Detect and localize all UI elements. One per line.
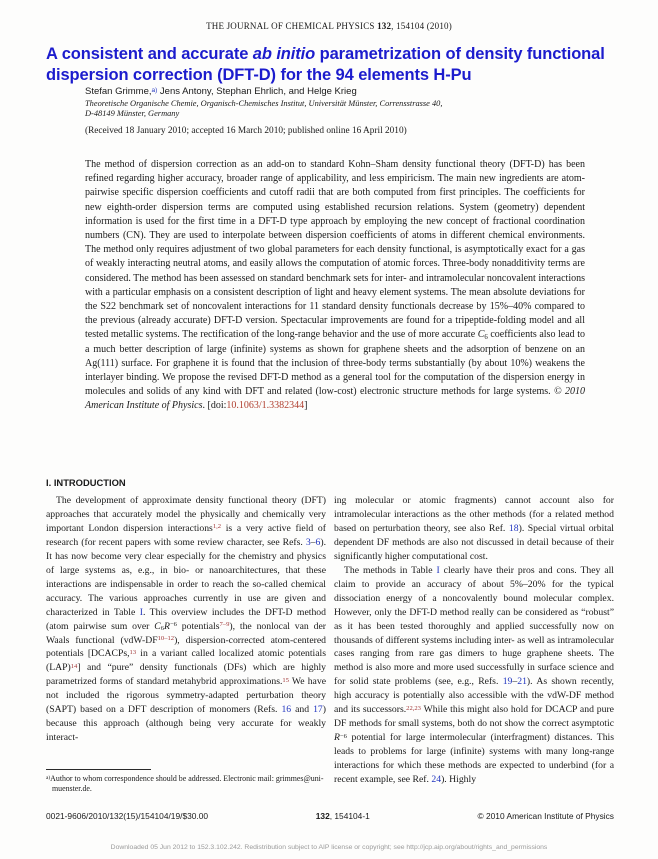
column-left <box>46 494 326 745</box>
table-link[interactable]: I <box>436 564 440 576</box>
citation-link[interactable]: 21 <box>517 676 527 688</box>
text-run: ing molecular or atomic fragments) cannot account also for intramolecular interactions as the other methods (for a related method based on perturbation theory, see also Ref. <box>334 495 614 534</box>
text-run: ab initio <box>252 45 316 63</box>
section-heading-introduction: I. INTRODUCTION <box>46 477 126 488</box>
text-run: The methods in Table <box>344 564 437 576</box>
text-run: coefficients also lead to a much better description of large (infinite) systems as shown for graphene sheets and the adsorption of benzene on an Ag(111) surface. For graphene it is found that the inclusion of three-body terms substantially (by about 10%) weakens the interlayer binding. We propose the revised DFT-D method as a general tool for the computation of the dispersion energy in molecules and solids of any kind with DFT and related (low-cost) electronic structure methods for large systems. <box>85 329 585 398</box>
citation-link[interactable]: 16 <box>281 704 292 716</box>
footer-copyright: © 2010 American Institute of Physics <box>477 811 614 821</box>
text-run: While this might also hold for DCACP and pure DF methods for small systems, both do not show the correct asymptotic <box>334 704 614 730</box>
text-run: , 154104-1 <box>329 811 370 821</box>
author-footnote-link[interactable]: a) <box>151 86 158 94</box>
table-link[interactable]: I <box>139 606 143 618</box>
text-run: potentials <box>176 620 220 632</box>
text-run: We have not included the rigorous symmetry-adapted perturbation theory (SAPT) based on a DFT description of monomers (Refs. <box>46 676 327 716</box>
citation-link[interactable]: 10–12 <box>157 635 175 643</box>
received-line: (Received 18 January 2010; accepted 16 March 2010; published online 16 April 2010) <box>85 126 407 136</box>
text-run: The method of dispersion correction as an add-on to standard Kohn–Sham density functional theory (DFT-D) has been refined regarding higher accuracy, broader range of applicability, and less empiricism. The main new ingredients are atom-pairwise specific dispersion coefficients and cutoff radii that are both computed from first principles. The coefficients for new eighth-order dispersion terms are computed using established recursion relations. System (geometry) dependent information is used for the first time in a DFT-D type approach by employing the new concept of fractional coordination numbers (CN). They are used to interpolate between dispersion coefficients of atoms in different chemical environments. The method only requires adjustment of two global parameters for each density functional, is asymptotically exact for a gas of weakly interacting neutral atoms, and easily allows the computation of atomic forces. Three-body nonadditivity terms are considered. The method has been assessed on standard benchmark sets for inter- and intramolecular noncovalent interactions with a particular emphasis on a consistent description of light and heavy element systems. The mean absolute deviations for the S22 benchmark set of noncovalent interactions for 11 standard density functionals decrease by 15%–40% compared to the previous (already accurate) DFT-D version. Spectacular improvements are found for a tripeptide-folding model and all tested metallic systems. The rectification of the long-range behavior and the use of more accurate <box>85 159 585 341</box>
intro-paragraph-2 <box>334 564 614 787</box>
citation-link[interactable]: 24 <box>431 774 442 786</box>
text-run: ), dispersion-corrected atom-centered potentials [DCACPs, <box>46 634 326 660</box>
text-run: , 154104 (2010) <box>391 21 452 31</box>
text-run: −6 <box>169 621 177 629</box>
journal-header <box>0 21 658 31</box>
citation-link[interactable]: 18 <box>508 522 519 534</box>
citation-link[interactable]: 1,2 <box>212 523 222 531</box>
text-run: ) because this approach (although being very accurate for weakly interact- <box>46 704 326 744</box>
text-run: 6 <box>160 625 165 633</box>
text-run: R <box>334 732 340 744</box>
email-link[interactable]: grimmes@uni-muenster.de. <box>52 774 324 793</box>
text-run: ). Highly <box>441 774 477 786</box>
citation-link[interactable]: 15 <box>282 676 289 684</box>
footnote-separator <box>46 769 151 770</box>
text-run: ] <box>304 400 308 412</box>
text-run: a) <box>46 774 51 781</box>
text-run: ] and “pure” density functionals (DFs) which are highly parametrized forms of standard metahybrid approximations. <box>46 662 326 688</box>
text-run: Jens Antony, Stephan Ehrlich, and Helge Krieg <box>157 86 357 97</box>
text-run: THE JOURNAL OF CHEMICAL PHYSICS <box>206 21 378 31</box>
citation-link[interactable]: 13 <box>129 648 137 656</box>
column-right <box>334 494 614 787</box>
text-run: 132 <box>315 811 330 821</box>
text-run: potential for large intermolecular (interfragment) distances. This leads to problems for large (infinite) systems with many long-range interactions for which these methods are expected to underbind (for a recent example, see Ref. <box>334 732 614 786</box>
text-run: – <box>512 676 518 688</box>
page-footer <box>46 811 614 821</box>
text-run: is a very active field of research (for recent papers with some review character, see Refs. <box>46 522 326 548</box>
affiliation-line-1: Theoretische Organische Chemie, Organisch-Chemisches Institut, Universität Münster, Corrensstrasse 40, <box>85 99 443 108</box>
doi-link[interactable]: 10.1063/1.3382344 <box>226 400 305 412</box>
text-run: −6 <box>339 732 347 740</box>
text-run: ). Special virtual orbital dependent DF methods are also not discussed in detail because of their significantly higher computational cost. <box>334 522 614 562</box>
footer-page-number <box>316 811 370 821</box>
text-run: The development of approximate density functional theory (DFT) approaches that accurately model the physically and chemically very important London dispersion interactions <box>46 495 326 534</box>
text-run: 132 <box>377 21 392 31</box>
author-line <box>85 86 605 97</box>
download-notice: Downloaded 05 Jun 2012 to 152.3.102.242. Redistribution subject to AIP license or copyright; see http://jcp.aip.org/about/rights_and_permissions <box>110 844 548 851</box>
text-run: – <box>310 536 316 548</box>
text-run: Stefan Grimme, <box>85 86 152 97</box>
text-run: R <box>164 620 170 632</box>
text-run: clearly have their pros and cons. They all claim to provide an accuracy of about 5%–20% for the typical dissociation energy of a noncovalently bound molecular complex. However, only the DFT-D method really can be considered as “robust” as it has been tested thoroughly and applied successfully now on thousands of different systems including inter- as well as intramolecular cases ranging from rare gas dimers to huge graphene sheets. The method is also more and more used successfully in surface science and for solid state problems (see, e.g., Refs. <box>334 564 614 688</box>
citation-link[interactable]: 3 <box>305 536 311 548</box>
citation-link[interactable]: 7–9 <box>219 621 230 629</box>
text-run: © 2010 American Institute of Physics <box>85 386 585 412</box>
text-run: 6 <box>484 334 488 342</box>
page-title <box>46 44 624 86</box>
abstract-text <box>85 158 585 414</box>
affiliation-line-2: D-48149 Münster, Germany <box>85 109 180 118</box>
citation-link[interactable]: 19 <box>502 676 513 688</box>
text-run: . [doi: <box>202 400 227 412</box>
intro-paragraph-1 <box>46 494 326 745</box>
text-run: ). It has now become very clear especially for the chemistry and physics of large systems as, e.g., in bio- or nanoarchitectures, that these interactions are indispensable in order to reach the so-called chemical accuracy. The various approaches currently in use are given and characterized in Table <box>46 536 326 618</box>
text-run: ). As shown recently, high accuracy is potentially also accessible with the vdW-DF method and its successors. <box>334 676 614 716</box>
text-run: C <box>154 620 161 632</box>
text-run: C <box>477 329 485 341</box>
text-run: A consistent and accurate <box>46 45 253 63</box>
text-run: Author to whom correspondence should be addressed. Electronic mail: <box>50 774 276 783</box>
citation-link[interactable]: 14 <box>70 662 78 670</box>
text-run: ), the nonlocal van der Waals functional (vdW-DF <box>46 620 327 646</box>
text-run: in a variant called localized atomic potentials (LAP) <box>46 648 326 674</box>
text-run: and <box>291 704 314 716</box>
citation-link[interactable]: 17 <box>313 704 323 716</box>
intro-paragraph-1-continued <box>334 494 614 564</box>
citation-link[interactable]: 6 <box>315 536 321 548</box>
author-footnote <box>46 774 334 793</box>
text-run: parametrization of density functional dispersion correction (DFT-D) for the 94 elements H-Pu <box>46 45 605 84</box>
citation-link[interactable]: 22,23 <box>406 704 421 712</box>
footer-issn-code: 0021-9606/2010/132(15)/154104/19/$30.00 <box>46 811 209 821</box>
text-run: . This overview includes the DFT-D method (atom pairwise sum over <box>46 606 326 632</box>
